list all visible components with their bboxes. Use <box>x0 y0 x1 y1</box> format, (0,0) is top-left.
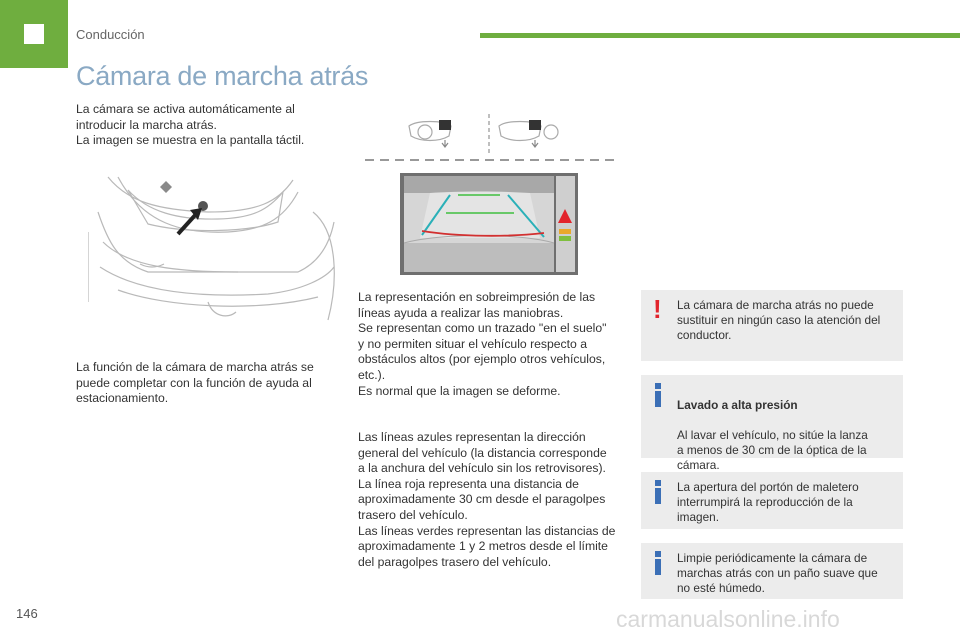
warning-text: La cámara de marcha atrás no puede sustituir en ningún caso la atención del conductor. <box>677 298 881 342</box>
gear-diagram <box>365 112 615 164</box>
intro-text: La cámara se activa automáticamente al introducir la marcha atrás. La imagen se muestra en la pantalla táctil. <box>76 102 305 148</box>
cleaning-note <box>641 543 903 599</box>
info-icon <box>654 551 662 575</box>
info-icon <box>654 383 662 407</box>
tailgate-note <box>641 472 903 529</box>
watermark: carmanualsonline.info <box>616 606 840 632</box>
cleaning-text: Limpie periódicamente la cámara de marchas atrás con un paño suave que no esté húmedo. <box>677 551 878 595</box>
section-title: Conducción <box>76 27 145 42</box>
exclamation-icon: ! <box>653 294 662 324</box>
info-icon <box>654 480 662 504</box>
overlay-description: La representación en sobreimpresión de las líneas ayuda a realizar las maniobras. Se representan como un trazado "en el suelo" y no permiten situar el vehículo respecto a obstáculos altos (por ejemplo otros vehículos, etc.). Es normal que la imagen se deforme. <box>358 290 607 398</box>
camera-screen <box>400 173 578 275</box>
section-marker-inner <box>24 24 44 44</box>
parking-assist-text: La función de la cámara de marcha atrás se puede completar con la función de ayuda al estacionamiento. <box>76 360 314 406</box>
washing-title: Lavado a alta presión <box>677 398 798 412</box>
page-number: 146 <box>16 606 38 621</box>
washing-note <box>641 375 903 472</box>
page-title: Cámara de marcha atrás <box>76 61 369 91</box>
warning-note <box>641 290 903 361</box>
section-marker <box>0 0 68 68</box>
car-rear-illustration <box>88 172 336 322</box>
guide-lines-description: Las líneas azules representan la dirección general del vehículo (la distancia corresponde a la anchura del vehículo sin los retrovisores). La línea roja representa una distancia de aproximadamente 30 cm desde el paragolpes trasero del vehículo. Las líneas verdes representan las distancias de aproximadamente 1 y 2 metros desde el límite del paragolpes trasero del vehículo. <box>358 430 616 569</box>
washing-text: Al lavar el vehículo, no sitúe la lanza a menos de 30 cm de la óptica de la cámara. <box>677 428 868 472</box>
tailgate-text: La apertura del portón de maletero interrumpirá la reproducción de la imagen. <box>677 480 859 524</box>
header-rule <box>480 33 960 38</box>
